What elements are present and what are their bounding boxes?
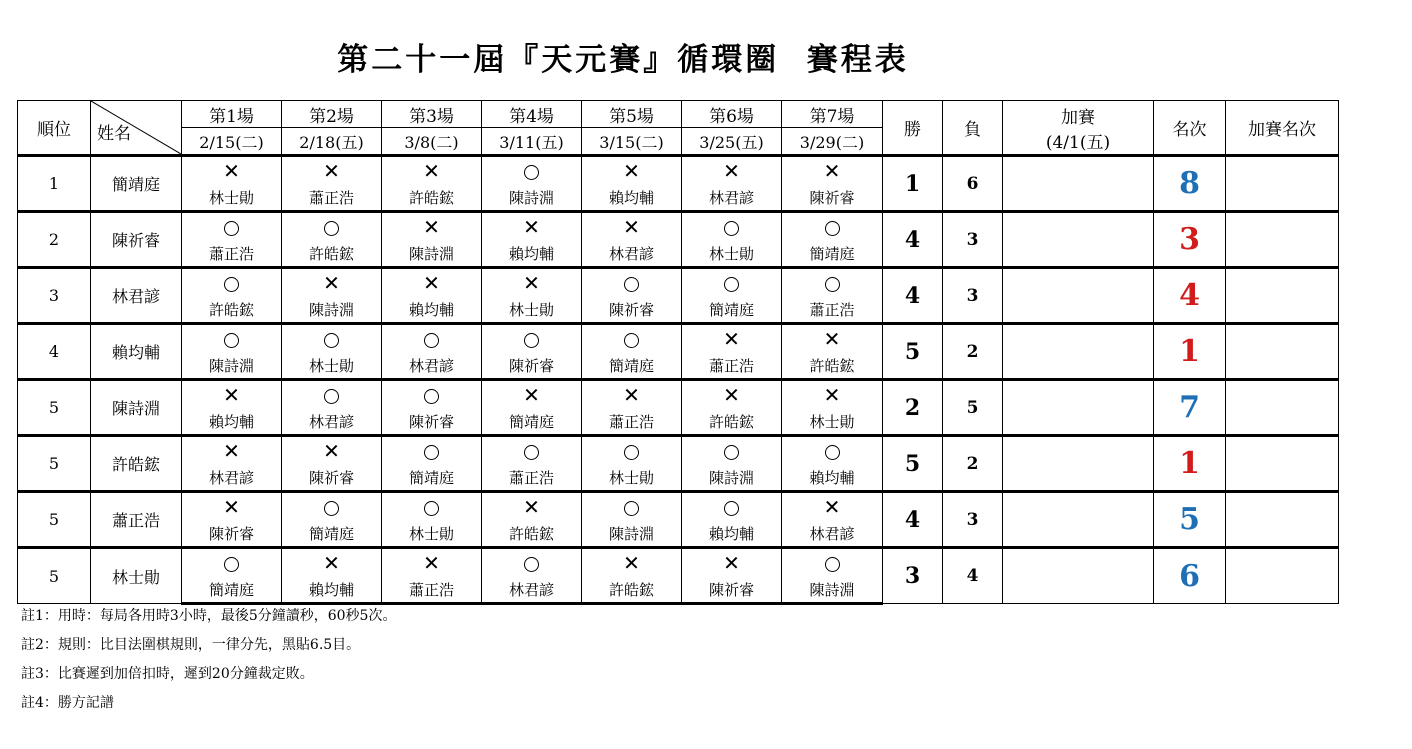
- opponent-name: 陳詩淵: [282, 296, 382, 324]
- opponent-name: 簡靖庭: [682, 296, 782, 324]
- cross-icon: ✕: [723, 382, 740, 407]
- win-mark: [482, 436, 582, 465]
- opponent-name: 賴均輔: [282, 576, 382, 604]
- player-name: 林君諺: [91, 268, 182, 324]
- cross-icon: ✕: [823, 158, 841, 183]
- cross-icon: ✕: [323, 550, 340, 575]
- player-rank: 3: [18, 268, 91, 324]
- win-mark: [182, 324, 282, 353]
- opponent-name: 林君諺: [382, 352, 482, 380]
- losses-count: 5: [943, 380, 1003, 436]
- opponent-name: 林士勛: [482, 296, 582, 324]
- loss-mark: [482, 492, 582, 521]
- playoff-place-cell: [1226, 548, 1339, 604]
- playoff-place-cell: [1226, 156, 1339, 212]
- player-row: [18, 324, 1339, 353]
- losses-count: 2: [943, 324, 1003, 380]
- round-4-date: 3/11(五): [482, 128, 582, 156]
- playoff-place-cell: [1226, 324, 1339, 380]
- note-3: 註3：比賽遲到加倍扣時，遲到20分鐘裁定敗。: [21, 666, 314, 682]
- circle-icon: [424, 389, 439, 404]
- opponent-name: 陳祈睿: [182, 520, 282, 548]
- cross-icon: ✕: [623, 158, 640, 183]
- round-7-header: 第7場: [782, 101, 883, 128]
- opponent-name: 蕭正浩: [282, 184, 382, 212]
- wins-count: 4: [883, 268, 943, 324]
- wins-count: 4: [883, 492, 943, 548]
- loss-mark: [382, 212, 482, 241]
- win-mark: [782, 212, 883, 241]
- loss-mark: [182, 380, 282, 409]
- schedule-table: [17, 100, 1339, 605]
- opponent-name: 賴均輔: [682, 520, 782, 548]
- circle-icon: [324, 221, 339, 236]
- opponent-name: 陳祈睿: [682, 576, 782, 604]
- final-place: 1: [1154, 324, 1226, 380]
- wins-count: 2: [883, 380, 943, 436]
- opponent-name: 賴均輔: [482, 240, 582, 268]
- opponent-name: 陳祈睿: [782, 184, 883, 212]
- playoff-cell: [1003, 548, 1154, 604]
- loss-mark: [582, 212, 682, 241]
- opponent-name: 林君諺: [282, 408, 382, 436]
- circle-icon: [825, 445, 840, 460]
- opponent-name: 陳祈睿: [282, 464, 382, 492]
- playoff-cell: [1003, 212, 1154, 268]
- opponent-name: 蕭正浩: [382, 576, 482, 604]
- opponent-name: 許皓鋐: [482, 520, 582, 548]
- wins-header: 勝: [883, 101, 943, 156]
- opponent-name: 賴均輔: [582, 184, 682, 212]
- win-mark: [582, 324, 682, 353]
- loss-mark: [782, 380, 883, 409]
- final-place: 3: [1154, 212, 1226, 268]
- circle-icon: [624, 333, 639, 348]
- losses-count: 4: [943, 548, 1003, 604]
- final-place: 7: [1154, 380, 1226, 436]
- win-mark: [182, 212, 282, 241]
- final-place: 5: [1154, 492, 1226, 548]
- opponent-name: 簡靖庭: [582, 352, 682, 380]
- win-mark: [282, 380, 382, 409]
- circle-icon: [524, 165, 539, 180]
- losses-header: 負: [943, 101, 1003, 156]
- circle-icon: [224, 221, 239, 236]
- loss-mark: [282, 548, 382, 577]
- circle-icon: [324, 389, 339, 404]
- cross-icon: ✕: [823, 494, 841, 519]
- player-rank: 5: [18, 380, 91, 436]
- player-rank: 4: [18, 324, 91, 380]
- win-mark: [382, 324, 482, 353]
- page-title: 第二十一屆『天元賽』循環圈 賽程表: [337, 42, 909, 78]
- player-name: 簡靖庭: [91, 156, 182, 212]
- round-5-header: 第5場: [582, 101, 682, 128]
- player-name: 賴均輔: [91, 324, 182, 380]
- cross-icon: ✕: [423, 214, 440, 239]
- opponent-name: 林士勛: [682, 240, 782, 268]
- player-row: [18, 492, 1339, 521]
- circle-icon: [424, 445, 439, 460]
- loss-mark: [282, 156, 382, 185]
- circle-icon: [424, 333, 439, 348]
- cross-icon: ✕: [723, 158, 740, 183]
- win-mark: [682, 268, 782, 297]
- cross-icon: ✕: [223, 382, 240, 407]
- opponent-name: 陳祈睿: [482, 352, 582, 380]
- opponent-name: 林君諺: [682, 184, 782, 212]
- opponent-name: 陳詩淵: [582, 520, 682, 548]
- cross-icon: ✕: [523, 270, 540, 295]
- win-mark: [482, 548, 582, 577]
- win-mark: [482, 324, 582, 353]
- wins-count: 4: [883, 212, 943, 268]
- opponent-name: 簡靖庭: [782, 240, 883, 268]
- name-header-label: 姓名: [97, 124, 131, 144]
- loss-mark: [182, 436, 282, 465]
- playoff-date: (4/1(五): [1045, 132, 1111, 153]
- loss-mark: [682, 548, 782, 577]
- cross-icon: ✕: [523, 382, 540, 407]
- loss-mark: [682, 324, 782, 353]
- cross-icon: ✕: [623, 214, 640, 239]
- win-mark: [782, 548, 883, 577]
- playoff-place-cell: [1226, 492, 1339, 548]
- opponent-name: 陳詩淵: [482, 184, 582, 212]
- win-mark: [282, 324, 382, 353]
- win-mark: [382, 380, 482, 409]
- opponent-name: 簡靖庭: [182, 576, 282, 604]
- player-name: 陳詩淵: [91, 380, 182, 436]
- win-mark: [182, 548, 282, 577]
- circle-icon: [724, 221, 739, 236]
- opponent-name: 許皓鋐: [182, 296, 282, 324]
- circle-icon: [224, 333, 239, 348]
- circle-icon: [825, 557, 840, 572]
- losses-count: 3: [943, 492, 1003, 548]
- win-mark: [382, 436, 482, 465]
- cross-icon: ✕: [223, 494, 240, 519]
- circle-icon: [224, 277, 239, 292]
- player-row: [18, 212, 1339, 241]
- circle-icon: [324, 501, 339, 516]
- opponent-name: 陳祈睿: [382, 408, 482, 436]
- cross-icon: ✕: [223, 158, 240, 183]
- losses-count: 3: [943, 212, 1003, 268]
- loss-mark: [582, 548, 682, 577]
- circle-icon: [724, 501, 739, 516]
- opponent-name: 簡靖庭: [382, 464, 482, 492]
- opponent-name: 許皓鋐: [382, 184, 482, 212]
- win-mark: [682, 212, 782, 241]
- player-rank: 5: [18, 492, 91, 548]
- circle-icon: [424, 501, 439, 516]
- win-mark: [682, 492, 782, 521]
- win-mark: [782, 268, 883, 297]
- cross-icon: ✕: [623, 382, 640, 407]
- playoff-cell: [1003, 492, 1154, 548]
- opponent-name: 陳詩淵: [782, 576, 883, 604]
- cross-icon: ✕: [323, 158, 340, 183]
- opponent-name: 蕭正浩: [782, 296, 883, 324]
- player-rank: 2: [18, 212, 91, 268]
- opponent-name: 簡靖庭: [282, 520, 382, 548]
- loss-mark: [282, 268, 382, 297]
- loss-mark: [482, 268, 582, 297]
- win-mark: [782, 436, 883, 465]
- circle-icon: [825, 277, 840, 292]
- loss-mark: [382, 156, 482, 185]
- cross-icon: ✕: [723, 326, 740, 351]
- losses-count: 2: [943, 436, 1003, 492]
- round-2-header: 第2場: [282, 101, 382, 128]
- loss-mark: [582, 156, 682, 185]
- opponent-name: 林士勛: [182, 184, 282, 212]
- opponent-name: 陳詩淵: [382, 240, 482, 268]
- opponent-name: 許皓鋐: [682, 408, 782, 436]
- final-place: 8: [1154, 156, 1226, 212]
- opponent-name: 蕭正浩: [182, 240, 282, 268]
- loss-mark: [782, 492, 883, 521]
- loss-mark: [182, 156, 282, 185]
- cross-icon: ✕: [423, 550, 440, 575]
- opponent-name: 蕭正浩: [582, 408, 682, 436]
- round-6-header: 第6場: [682, 101, 782, 128]
- cross-icon: ✕: [623, 550, 640, 575]
- loss-mark: [182, 492, 282, 521]
- note-2: 註2：規則：比目法圍棋規則，一律分先，黑貼6.5目。: [21, 637, 361, 653]
- player-rank: 5: [18, 436, 91, 492]
- circle-icon: [324, 333, 339, 348]
- cross-icon: ✕: [223, 438, 240, 463]
- round-4-header: 第4場: [482, 101, 582, 128]
- player-row: [18, 156, 1339, 185]
- loss-mark: [682, 380, 782, 409]
- final-place: 4: [1154, 268, 1226, 324]
- wins-count: 3: [883, 548, 943, 604]
- player-name: 陳祈睿: [91, 212, 182, 268]
- loss-mark: [682, 156, 782, 185]
- wins-count: 5: [883, 324, 943, 380]
- place-header: 名次: [1154, 101, 1226, 156]
- loss-mark: [782, 156, 883, 185]
- notes: [21, 602, 396, 718]
- circle-icon: [724, 277, 739, 292]
- opponent-name: 林君諺: [482, 576, 582, 604]
- loss-mark: [482, 212, 582, 241]
- loss-mark: [282, 436, 382, 465]
- opponent-name: 賴均輔: [782, 464, 883, 492]
- cross-icon: ✕: [423, 270, 440, 295]
- win-mark: [282, 492, 382, 521]
- round-2-date: 2/18(五): [282, 128, 382, 156]
- cross-icon: ✕: [823, 382, 841, 407]
- playoff-cell: [1003, 268, 1154, 324]
- loss-mark: [382, 548, 482, 577]
- win-mark: [582, 492, 682, 521]
- cross-icon: ✕: [323, 438, 340, 463]
- playoff-place-cell: [1226, 212, 1339, 268]
- playoff-label: 加賽: [1061, 107, 1095, 128]
- cross-icon: ✕: [323, 270, 340, 295]
- circle-icon: [724, 445, 739, 460]
- opponent-name: 陳詩淵: [182, 352, 282, 380]
- win-mark: [682, 436, 782, 465]
- circle-icon: [224, 557, 239, 572]
- win-mark: [382, 492, 482, 521]
- opponent-name: 陳祈睿: [582, 296, 682, 324]
- opponent-name: 陳詩淵: [682, 464, 782, 492]
- win-mark: [482, 156, 582, 185]
- circle-icon: [524, 445, 539, 460]
- opponent-name: 許皓鋐: [582, 576, 682, 604]
- round-7-date: 3/29(二): [782, 128, 883, 156]
- round-6-date: 3/25(五): [682, 128, 782, 156]
- loss-mark: [382, 268, 482, 297]
- player-rank: 5: [18, 548, 91, 604]
- win-mark: [582, 436, 682, 465]
- opponent-name: 林士勛: [582, 464, 682, 492]
- opponent-name: 簡靖庭: [482, 408, 582, 436]
- win-mark: [182, 268, 282, 297]
- playoff-cell: [1003, 380, 1154, 436]
- cross-icon: ✕: [523, 494, 540, 519]
- wins-count: 5: [883, 436, 943, 492]
- round-1-date: 2/15(二): [182, 128, 282, 156]
- circle-icon: [624, 501, 639, 516]
- player-name: 許皓鋐: [91, 436, 182, 492]
- wins-count: 1: [883, 156, 943, 212]
- opponent-name: 林君諺: [182, 464, 282, 492]
- opponent-name: 許皓鋐: [782, 352, 883, 380]
- opponent-name: 蕭正浩: [482, 464, 582, 492]
- player-rows: [18, 156, 1339, 604]
- loss-mark: [482, 380, 582, 409]
- playoff-place-cell: [1226, 380, 1339, 436]
- playoff-cell: [1003, 156, 1154, 212]
- loss-mark: [582, 380, 682, 409]
- circle-icon: [624, 445, 639, 460]
- opponent-name: 林君諺: [582, 240, 682, 268]
- opponent-name: 蕭正浩: [682, 352, 782, 380]
- opponent-name: 林君諺: [782, 520, 883, 548]
- cross-icon: ✕: [823, 326, 841, 351]
- playoff-header: [1003, 101, 1154, 156]
- opponent-name: 許皓鋐: [282, 240, 382, 268]
- losses-count: 6: [943, 156, 1003, 212]
- final-place: 6: [1154, 548, 1226, 604]
- cross-icon: ✕: [523, 214, 540, 239]
- opponent-name: 林士勛: [282, 352, 382, 380]
- playoff-place-cell: [1226, 268, 1339, 324]
- round-3-header: 第3場: [382, 101, 482, 128]
- playoff-cell: [1003, 324, 1154, 380]
- win-mark: [282, 212, 382, 241]
- playoff-place-cell: [1226, 436, 1339, 492]
- cross-icon: ✕: [423, 158, 440, 183]
- circle-icon: [825, 221, 840, 236]
- player-name: 林士勛: [91, 548, 182, 604]
- cross-icon: ✕: [723, 550, 740, 575]
- note-1: 註1：用時：每局各用時3小時，最後5分鐘讀秒，60秒5次。: [21, 608, 397, 624]
- opponent-name: 賴均輔: [382, 296, 482, 324]
- player-rank: 1: [18, 156, 91, 212]
- opponent-name: 賴均輔: [182, 408, 282, 436]
- rank-header: 順位: [18, 101, 91, 156]
- opponent-name: 林士勛: [382, 520, 482, 548]
- round-1-header: 第1場: [182, 101, 282, 128]
- player-row: [18, 268, 1339, 297]
- player-name: 蕭正浩: [91, 492, 182, 548]
- player-row: [18, 436, 1339, 465]
- circle-icon: [624, 277, 639, 292]
- circle-icon: [524, 333, 539, 348]
- player-row: [18, 548, 1339, 577]
- loss-mark: [782, 324, 883, 353]
- circle-icon: [524, 557, 539, 572]
- win-mark: [582, 268, 682, 297]
- round-5-date: 3/15(二): [582, 128, 682, 156]
- opponent-name: 林士勛: [782, 408, 883, 436]
- player-row: [18, 380, 1339, 409]
- losses-count: 3: [943, 268, 1003, 324]
- final-place: 1: [1154, 436, 1226, 492]
- round-3-date: 3/8(二): [382, 128, 482, 156]
- playoff-place-header: 加賽名次: [1226, 101, 1339, 156]
- playoff-cell: [1003, 436, 1154, 492]
- note-4: 註4：勝方記譜: [21, 695, 114, 711]
- name-header: [91, 101, 182, 156]
